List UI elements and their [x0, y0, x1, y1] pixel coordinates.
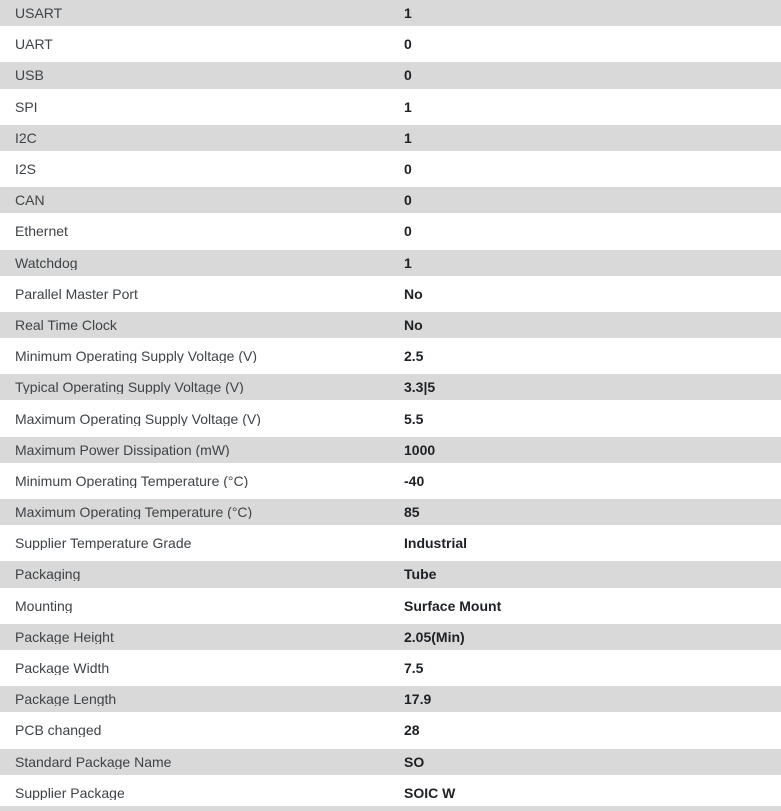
- spec-attribute-label: Maximum Operating Temperature (°C): [15, 505, 253, 520]
- spec-attribute-label: Watchdog: [15, 255, 78, 270]
- spec-attribute-label: Typical Operating Supply Voltage (V): [15, 380, 244, 395]
- spec-attribute-label: Package Length: [15, 692, 117, 707]
- spec-attribute-value: 1: [404, 5, 412, 22]
- spec-attribute-value: 0: [404, 161, 412, 178]
- spec-attribute-value: -40: [404, 472, 425, 489]
- spec-attribute-value: 28: [404, 722, 420, 739]
- table-row: [0, 561, 781, 587]
- table-row: [0, 686, 781, 712]
- table-row: [0, 312, 781, 338]
- table-row: [0, 156, 781, 182]
- spec-attribute-value: 2.05(Min): [404, 628, 465, 645]
- table-row: [0, 0, 781, 26]
- spec-attribute-label: Maximum Operating Supply Voltage (V): [15, 411, 261, 426]
- table-row: [0, 343, 781, 369]
- spec-attribute-value: 1000: [404, 441, 436, 458]
- spec-attribute-label: Parallel Master Port: [15, 286, 138, 301]
- spec-attribute-value: 0: [404, 223, 412, 240]
- spec-attribute-label: Supplier Package: [15, 785, 125, 800]
- table-row: [0, 281, 781, 307]
- spec-attribute-value: 1: [404, 254, 412, 271]
- table-row: [0, 405, 781, 431]
- table-row: [0, 187, 781, 213]
- spec-attribute-value: 85: [404, 504, 420, 521]
- spec-attribute-value: SOIC W: [404, 784, 456, 801]
- spec-attribute-value: 17.9: [404, 691, 432, 708]
- spec-attribute-label: I2C: [15, 130, 37, 145]
- table-row-partial: [0, 806, 781, 811]
- table-row: [0, 624, 781, 650]
- table-row: [0, 780, 781, 806]
- table-row: [0, 437, 781, 463]
- spec-attribute-label: Minimum Operating Supply Voltage (V): [15, 349, 257, 364]
- table-row: [0, 468, 781, 494]
- spec-attribute-label: Real Time Clock: [15, 317, 117, 332]
- spec-attribute-label: Maximum Power Dissipation (mW): [15, 442, 230, 457]
- spec-attribute-value: No: [404, 285, 423, 302]
- table-row: [0, 717, 781, 743]
- table-row: [0, 499, 781, 525]
- table-row: [0, 655, 781, 681]
- spec-attribute-label: Package Height: [15, 629, 114, 644]
- table-row: [0, 218, 781, 244]
- spec-attribute-label: I2S: [15, 162, 37, 177]
- spec-attribute-value: Tube: [404, 566, 437, 583]
- spec-attribute-label: Ethernet: [15, 224, 68, 239]
- spec-attribute-value: 5.5: [404, 410, 424, 427]
- table-row: [0, 749, 781, 775]
- spec-attribute-value: 7.5: [404, 660, 424, 677]
- spec-attribute-value: Surface Mount: [404, 597, 502, 614]
- spec-attribute-label: Packaging: [15, 567, 81, 582]
- spec-attribute-label: Mounting: [15, 598, 73, 613]
- spec-attribute-value: No: [404, 316, 423, 333]
- table-row: [0, 94, 781, 120]
- spec-attribute-label: Supplier Temperature Grade: [15, 536, 192, 551]
- table-row: [0, 530, 781, 556]
- spec-attribute-label: SPI: [15, 99, 38, 114]
- spec-attribute-value: 3.3|5: [404, 379, 436, 396]
- table-row: [0, 62, 781, 88]
- spec-attribute-label: Package Width: [15, 661, 110, 676]
- spec-attribute-value: Industrial: [404, 535, 468, 552]
- spec-attribute-value: 1: [404, 129, 412, 146]
- spec-attribute-label: USART: [15, 6, 63, 21]
- table-row: [0, 125, 781, 151]
- spec-attribute-value: 1: [404, 98, 412, 115]
- spec-attribute-value: 0: [404, 67, 412, 84]
- spec-attribute-value: 0: [404, 36, 412, 53]
- table-row: [0, 374, 781, 400]
- spec-attribute-value: 0: [404, 192, 412, 209]
- spec-attribute-label: Standard Package Name: [15, 754, 172, 769]
- spec-attribute-value: SO: [404, 753, 425, 770]
- table-row: [0, 31, 781, 57]
- spec-attribute-label: PCB changed: [15, 723, 102, 738]
- spec-attribute-label: CAN: [15, 193, 45, 208]
- spec-attribute-value: 2.5: [404, 348, 424, 365]
- spec-attribute-label: Minimum Operating Temperature (°C): [15, 473, 249, 488]
- spec-attribute-label: UART: [15, 37, 53, 52]
- table-row: [0, 593, 781, 619]
- spec-attribute-label: USB: [15, 68, 44, 83]
- table-row: [0, 250, 781, 276]
